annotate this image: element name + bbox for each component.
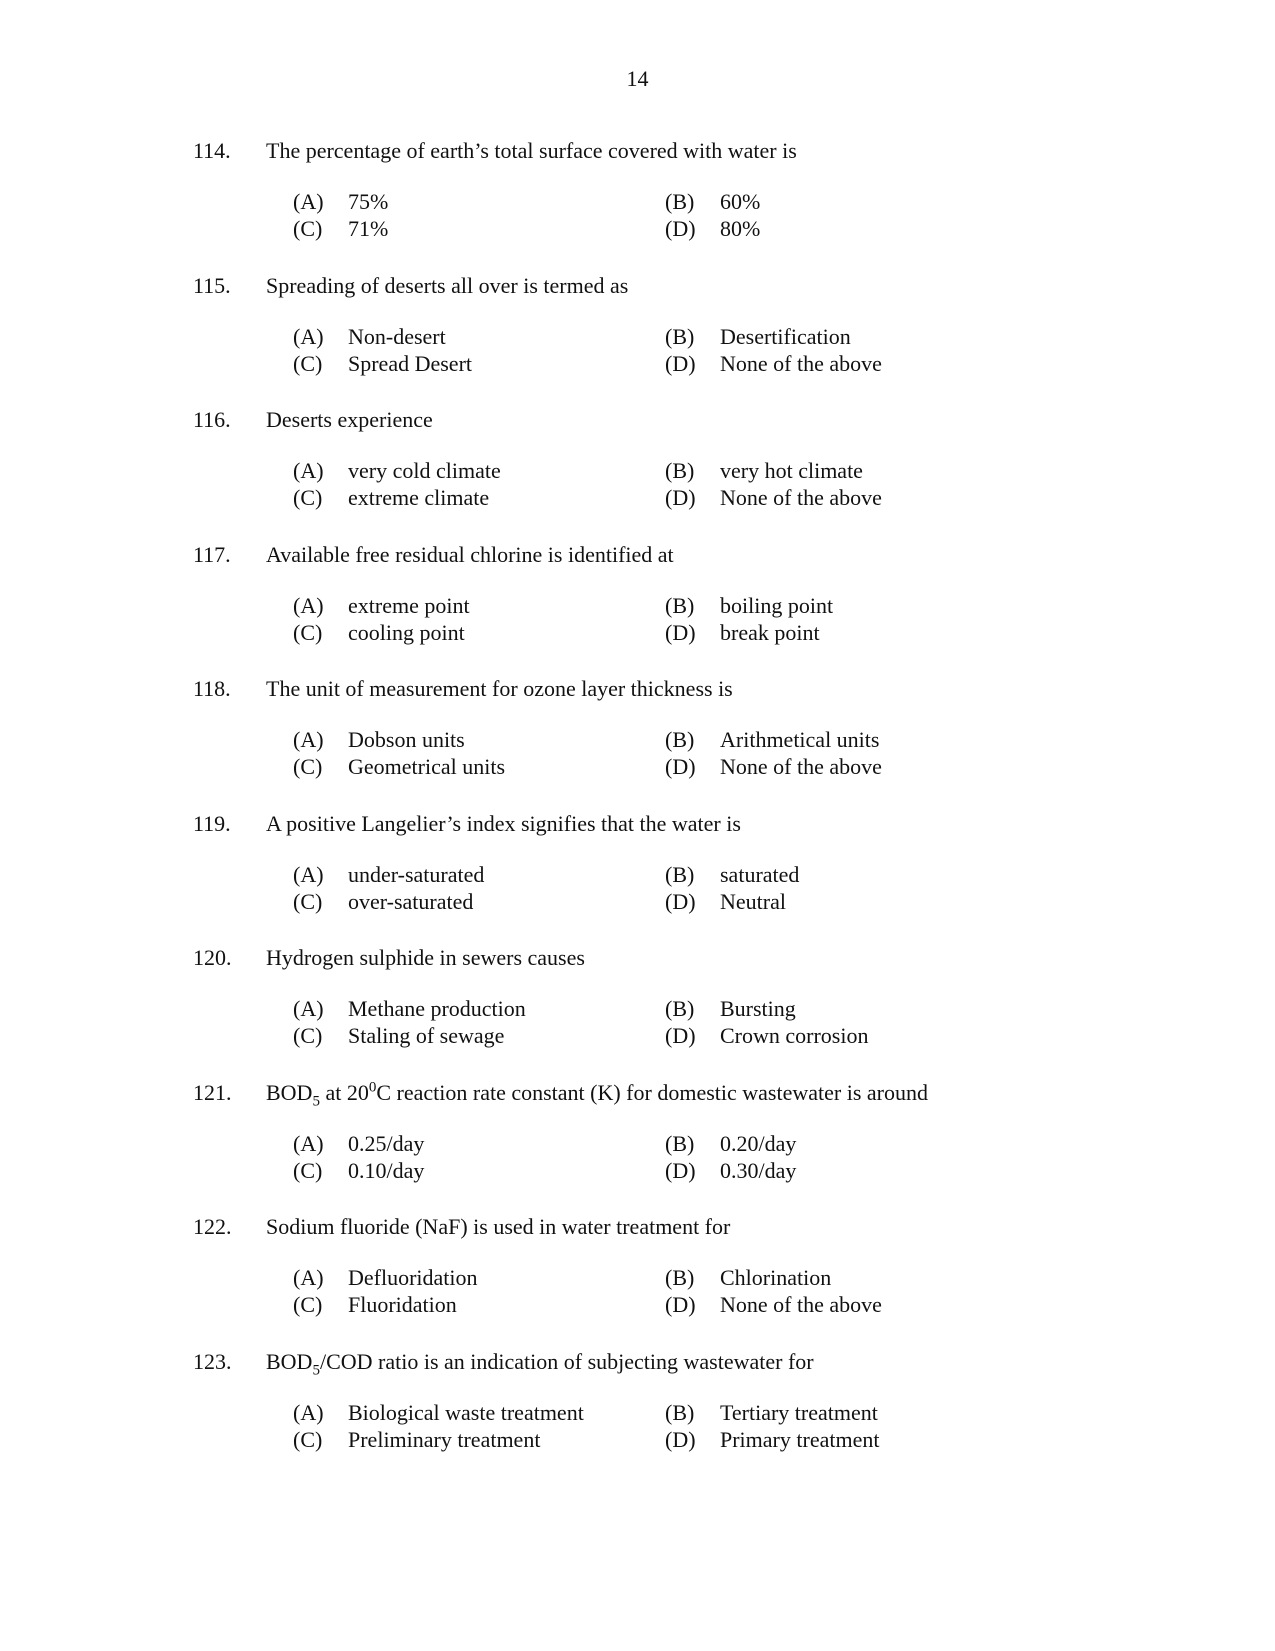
- question-number: 118.: [193, 676, 231, 701]
- option-text: Spread Desert: [348, 350, 473, 376]
- option-text: very hot climate: [720, 458, 863, 483]
- option-letter: (B): [665, 458, 695, 483]
- option-letter: (A): [293, 1265, 324, 1290]
- option-letter: (B): [665, 1130, 695, 1156]
- option-text: None of the above: [720, 350, 882, 376]
- question-120: [0, 943, 1275, 1078]
- option-letter: (A): [293, 996, 324, 1021]
- question-117: [0, 540, 1275, 675]
- option-text: break point: [720, 619, 820, 645]
- question-number: 121.: [193, 1079, 232, 1105]
- option-text: Bursting: [720, 996, 796, 1021]
- option-text: Neutral: [720, 888, 786, 914]
- option-letter: (B): [665, 861, 695, 887]
- question-115: [0, 271, 1275, 406]
- option-text: 0.20/day: [720, 1130, 797, 1156]
- question-list: [0, 136, 1275, 1481]
- question-122: [0, 1212, 1275, 1347]
- option-text: 75%: [348, 189, 389, 214]
- question-number: 116.: [193, 407, 231, 432]
- question-stem: Sodium fluoride (NaF) is used in water treatment for: [266, 1214, 731, 1239]
- stem-text: C reaction rate constant (K) for domestic wastewater is around: [376, 1079, 928, 1105]
- stem-text: BOD: [266, 1079, 313, 1105]
- option-letter: (D): [665, 350, 696, 376]
- option-letter: (C): [293, 485, 323, 510]
- option-text: None of the above: [720, 754, 882, 779]
- option-text: Biological waste treatment: [348, 1399, 584, 1425]
- stem-text: /COD ratio is an indication of subjecting wastewater for: [319, 1348, 814, 1374]
- question-stem: The percentage of earth’s total surface covered with water is: [266, 138, 797, 163]
- option-letter: (B): [665, 1265, 695, 1290]
- option-letter: (D): [665, 1157, 696, 1183]
- option-letter: (C): [293, 1157, 323, 1183]
- option-letter: (D): [665, 1023, 696, 1048]
- option-letter: (D): [665, 619, 696, 645]
- option-text: boiling point: [720, 592, 834, 618]
- option-text: cooling point: [348, 619, 465, 645]
- option-letter: (D): [665, 1292, 696, 1317]
- question-121: [0, 1078, 1275, 1213]
- option-text: Dobson units: [348, 727, 465, 752]
- option-letter: (A): [293, 458, 324, 483]
- option-letter: (C): [293, 1426, 323, 1452]
- option-text: Fluoridation: [348, 1292, 457, 1317]
- option-letter: (D): [665, 754, 696, 779]
- option-letter: (C): [293, 619, 323, 645]
- option-text: Arithmetical units: [720, 727, 880, 752]
- question-stem: The unit of measurement for ozone layer thickness is: [266, 676, 733, 701]
- page-number: 14: [626, 66, 649, 91]
- option-text: Chlorination: [720, 1265, 832, 1290]
- stem-text: BOD: [266, 1348, 313, 1374]
- option-letter: (A): [293, 1399, 324, 1425]
- option-text: None of the above: [720, 485, 882, 510]
- option-letter: (D): [665, 1426, 696, 1452]
- option-letter: (B): [665, 323, 695, 349]
- option-text: 80%: [720, 216, 761, 241]
- option-text: Methane production: [348, 996, 526, 1021]
- option-text: extreme point: [348, 592, 470, 618]
- option-text: extreme climate: [348, 485, 490, 510]
- option-text: very cold climate: [348, 458, 501, 483]
- question-number: 122.: [193, 1214, 232, 1239]
- option-text: 0.10/day: [348, 1157, 425, 1183]
- question-114: [0, 136, 1275, 271]
- option-text: 0.25/day: [348, 1130, 425, 1156]
- option-text: Preliminary treatment: [348, 1426, 541, 1452]
- option-text: Geometrical units: [348, 754, 506, 779]
- question-stem: Deserts experience: [266, 407, 433, 432]
- option-text: saturated: [720, 861, 800, 887]
- option-text: Desertification: [720, 323, 851, 349]
- option-letter: (A): [293, 189, 324, 214]
- option-text: 71%: [348, 216, 389, 241]
- option-text: under-saturated: [348, 861, 485, 887]
- question-number: 117.: [193, 541, 231, 567]
- question-stem: Hydrogen sulphide in sewers causes: [266, 945, 585, 970]
- question-stem: A positive Langelier’s index signifies that the water is: [266, 810, 741, 836]
- option-text: 0.30/day: [720, 1157, 797, 1183]
- question-119: [0, 809, 1275, 944]
- option-letter: (C): [293, 216, 323, 241]
- option-letter: (B): [665, 1399, 695, 1425]
- option-letter: (C): [293, 350, 323, 376]
- question-stem: [266, 1078, 928, 1108]
- option-text: None of the above: [720, 1292, 882, 1317]
- question-number: 119.: [193, 810, 231, 836]
- option-letter: (B): [665, 592, 695, 618]
- question-123: [0, 1347, 1275, 1482]
- option-letter: (A): [293, 592, 324, 618]
- option-text: Crown corrosion: [720, 1023, 869, 1048]
- option-letter: (D): [665, 216, 696, 241]
- option-letter: (C): [293, 888, 323, 914]
- option-text: Non-desert: [348, 323, 446, 349]
- question-stem: Spreading of deserts all over is termed as: [266, 272, 629, 298]
- question-118: [0, 674, 1275, 809]
- option-letter: (A): [293, 1130, 324, 1156]
- option-letter: (D): [665, 888, 696, 914]
- superscript: 0: [368, 1079, 377, 1096]
- option-text: over-saturated: [348, 888, 474, 914]
- option-letter: (C): [293, 754, 323, 779]
- option-letter: (D): [665, 485, 696, 510]
- option-letter: (A): [293, 727, 324, 752]
- option-letter: (C): [293, 1292, 323, 1317]
- option-letter: (B): [665, 189, 695, 214]
- stem-text: at 20: [319, 1079, 369, 1105]
- option-text: Primary treatment: [720, 1426, 880, 1452]
- subscript: 5: [312, 1092, 320, 1109]
- option-letter: (A): [293, 861, 324, 887]
- option-letter: (B): [665, 996, 695, 1021]
- option-text: Staling of sewage: [348, 1023, 505, 1048]
- subscript: 5: [312, 1361, 320, 1378]
- question-116: [0, 405, 1275, 540]
- option-letter: (A): [293, 323, 324, 349]
- question-number: 115.: [193, 272, 231, 298]
- option-letter: (B): [665, 727, 695, 752]
- option-text: Defluoridation: [348, 1265, 478, 1290]
- question-stem: Available free residual chlorine is identified at: [266, 541, 674, 567]
- option-letter: (C): [293, 1023, 323, 1048]
- question-number: 120.: [193, 945, 232, 970]
- question-number: 114.: [193, 138, 231, 163]
- question-stem: [266, 1347, 814, 1377]
- question-number: 123.: [193, 1348, 232, 1374]
- option-text: Tertiary treatment: [720, 1399, 878, 1425]
- option-text: 60%: [720, 189, 761, 214]
